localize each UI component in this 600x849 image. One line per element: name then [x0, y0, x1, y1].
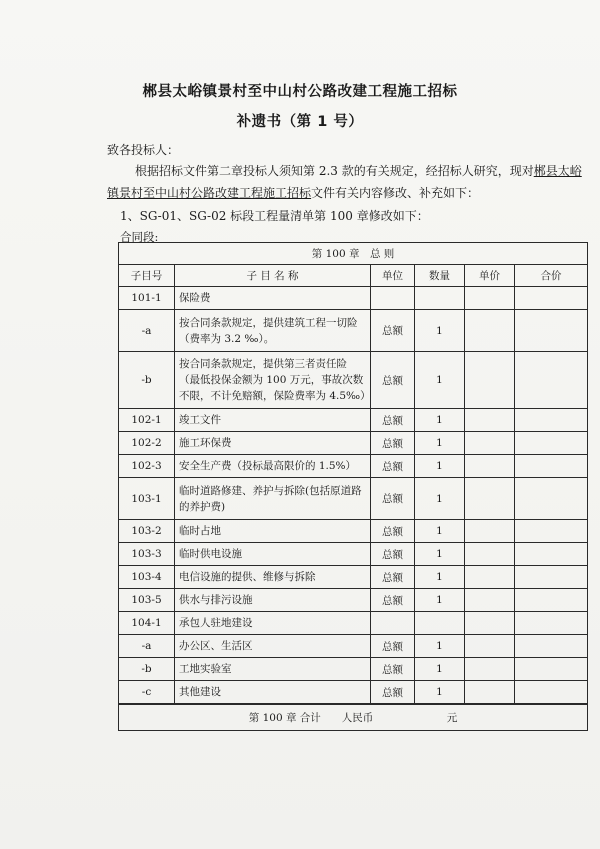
row-total	[515, 409, 588, 432]
row-total	[515, 352, 588, 409]
table-row	[119, 612, 588, 635]
row-total	[515, 455, 588, 478]
table-row	[119, 432, 588, 455]
row-qty: 1	[415, 566, 465, 589]
row-name: 办公区、生活区	[175, 635, 371, 658]
header-unit-price: 单价	[465, 265, 515, 287]
row-code: 104-1	[119, 612, 175, 635]
row-unit-price	[465, 589, 515, 612]
row-unit-price	[465, 681, 515, 705]
row-code: 103-4	[119, 566, 175, 589]
bill-of-quantities-table	[118, 242, 588, 731]
section-label: 合同段:	[120, 230, 159, 244]
row-code: 103-5	[119, 589, 175, 612]
row-name: 按合同条款规定，提供第三者责任险（最低投保金额为 100 万元，事故次数不限，不计免赔额，保险费率为 4.5‰）	[175, 352, 371, 409]
table-header-row	[119, 265, 588, 287]
table-row	[119, 589, 588, 612]
row-unit-price	[465, 478, 515, 520]
header-name: 子 目 名 称	[175, 265, 371, 287]
row-code: 103-1	[119, 478, 175, 520]
row-name: 按合同条款规定，提供建筑工程一切险（费率为 3.2 ‰）。	[175, 310, 371, 352]
row-unit: 总额	[371, 635, 415, 658]
row-qty	[415, 612, 465, 635]
row-name: 工地实验室	[175, 658, 371, 681]
table-row	[119, 681, 588, 705]
row-unit: 总额	[371, 432, 415, 455]
table-row	[119, 352, 588, 409]
table-row	[119, 658, 588, 681]
row-qty: 1	[415, 681, 465, 705]
row-unit-price	[465, 520, 515, 543]
row-unit-price	[465, 287, 515, 310]
document-subtitle: 补遗书（第 1 号）	[236, 114, 364, 130]
row-unit-price	[465, 566, 515, 589]
paragraph-line-2	[107, 184, 479, 201]
table-row	[119, 455, 588, 478]
header-unit: 单位	[371, 265, 415, 287]
document-title: 郴县太峪镇景村至中山村公路改建工程施工招标	[142, 84, 458, 100]
row-total	[515, 520, 588, 543]
row-unit-price	[465, 409, 515, 432]
row-code: -a	[119, 635, 175, 658]
chapter-title: 第 100 章 总 则	[119, 243, 588, 265]
row-total	[515, 432, 588, 455]
salutation: 致各投标人：	[107, 143, 180, 157]
row-name: 临时供电设施	[175, 543, 371, 566]
paragraph-line-1	[135, 162, 582, 179]
row-name: 临时占地	[175, 520, 371, 543]
row-qty: 1	[415, 310, 465, 352]
row-unit: 总额	[371, 589, 415, 612]
row-code: -c	[119, 681, 175, 705]
table-row	[119, 409, 588, 432]
row-code: -b	[119, 658, 175, 681]
row-code: 102-2	[119, 432, 175, 455]
row-unit: 总额	[371, 310, 415, 352]
row-qty	[415, 287, 465, 310]
table-row	[119, 310, 588, 352]
row-code: 103-2	[119, 520, 175, 543]
row-total	[515, 478, 588, 520]
row-name: 安全生产费（投标最高限价的 1.5%）	[175, 455, 371, 478]
row-qty: 1	[415, 658, 465, 681]
header-total: 合价	[515, 265, 588, 287]
row-unit-price	[465, 635, 515, 658]
row-total	[515, 543, 588, 566]
chapter-total: 第 100 章 合计 人民币 元	[119, 704, 588, 731]
row-unit: 总额	[371, 455, 415, 478]
row-qty: 1	[415, 635, 465, 658]
row-code: 102-1	[119, 409, 175, 432]
row-total	[515, 658, 588, 681]
row-unit-price	[465, 658, 515, 681]
row-name: 承包人驻地建设	[175, 612, 371, 635]
paragraph-text-1: 根据招标文件第二章投标人须知第 2.3 款的有关规定，经招标人研究，现对	[135, 164, 534, 178]
row-unit-price	[465, 543, 515, 566]
row-qty: 1	[415, 543, 465, 566]
row-unit: 总额	[371, 658, 415, 681]
row-qty: 1	[415, 589, 465, 612]
row-name: 施工环保费	[175, 432, 371, 455]
table-row	[119, 478, 588, 520]
row-total	[515, 310, 588, 352]
row-qty: 1	[415, 478, 465, 520]
row-unit-price	[465, 612, 515, 635]
row-total	[515, 589, 588, 612]
table-row	[119, 566, 588, 589]
project-name-underlined-2: 镇景村至中山村公路改建工程施工招标	[107, 186, 312, 200]
row-name: 其他建设	[175, 681, 371, 705]
row-name: 电信设施的提供、维修与拆除	[175, 566, 371, 589]
row-qty: 1	[415, 455, 465, 478]
row-code: -b	[119, 352, 175, 409]
table-row	[119, 520, 588, 543]
total-row	[119, 704, 588, 731]
row-total	[515, 635, 588, 658]
row-qty: 1	[415, 352, 465, 409]
row-code: 103-3	[119, 543, 175, 566]
row-unit: 总额	[371, 566, 415, 589]
row-name: 竣工文件	[175, 409, 371, 432]
row-unit: 总额	[371, 478, 415, 520]
table-row	[119, 287, 588, 310]
project-name-underlined-1: 郴县太峪	[533, 164, 582, 178]
row-qty: 1	[415, 520, 465, 543]
row-unit-price	[465, 455, 515, 478]
row-unit: 总额	[371, 409, 415, 432]
table-row	[119, 543, 588, 566]
row-qty: 1	[415, 432, 465, 455]
paragraph-text-2: 文件有关内容修改、补充如下：	[311, 186, 480, 200]
row-total	[515, 287, 588, 310]
row-name: 供水与排污设施	[175, 589, 371, 612]
row-name: 保险费	[175, 287, 371, 310]
row-unit: 总额	[371, 352, 415, 409]
row-total	[515, 566, 588, 589]
row-unit-price	[465, 310, 515, 352]
item-1: 1、SG-01、SG-02 标段工程量清单第 100 章修改如下：	[120, 209, 429, 223]
row-name: 临时道路修建、养护与拆除(包括原道路的养护费)	[175, 478, 371, 520]
header-code: 子目号	[119, 265, 175, 287]
row-qty: 1	[415, 409, 465, 432]
row-code: -a	[119, 310, 175, 352]
row-unit: 总额	[371, 681, 415, 705]
row-total	[515, 612, 588, 635]
header-qty: 数量	[415, 265, 465, 287]
row-total	[515, 681, 588, 705]
row-unit: 总额	[371, 520, 415, 543]
table-row	[119, 635, 588, 658]
row-code: 102-3	[119, 455, 175, 478]
row-unit: 总额	[371, 543, 415, 566]
row-unit	[371, 287, 415, 310]
row-unit-price	[465, 352, 515, 409]
row-code: 101-1	[119, 287, 175, 310]
row-unit-price	[465, 432, 515, 455]
row-unit	[371, 612, 415, 635]
